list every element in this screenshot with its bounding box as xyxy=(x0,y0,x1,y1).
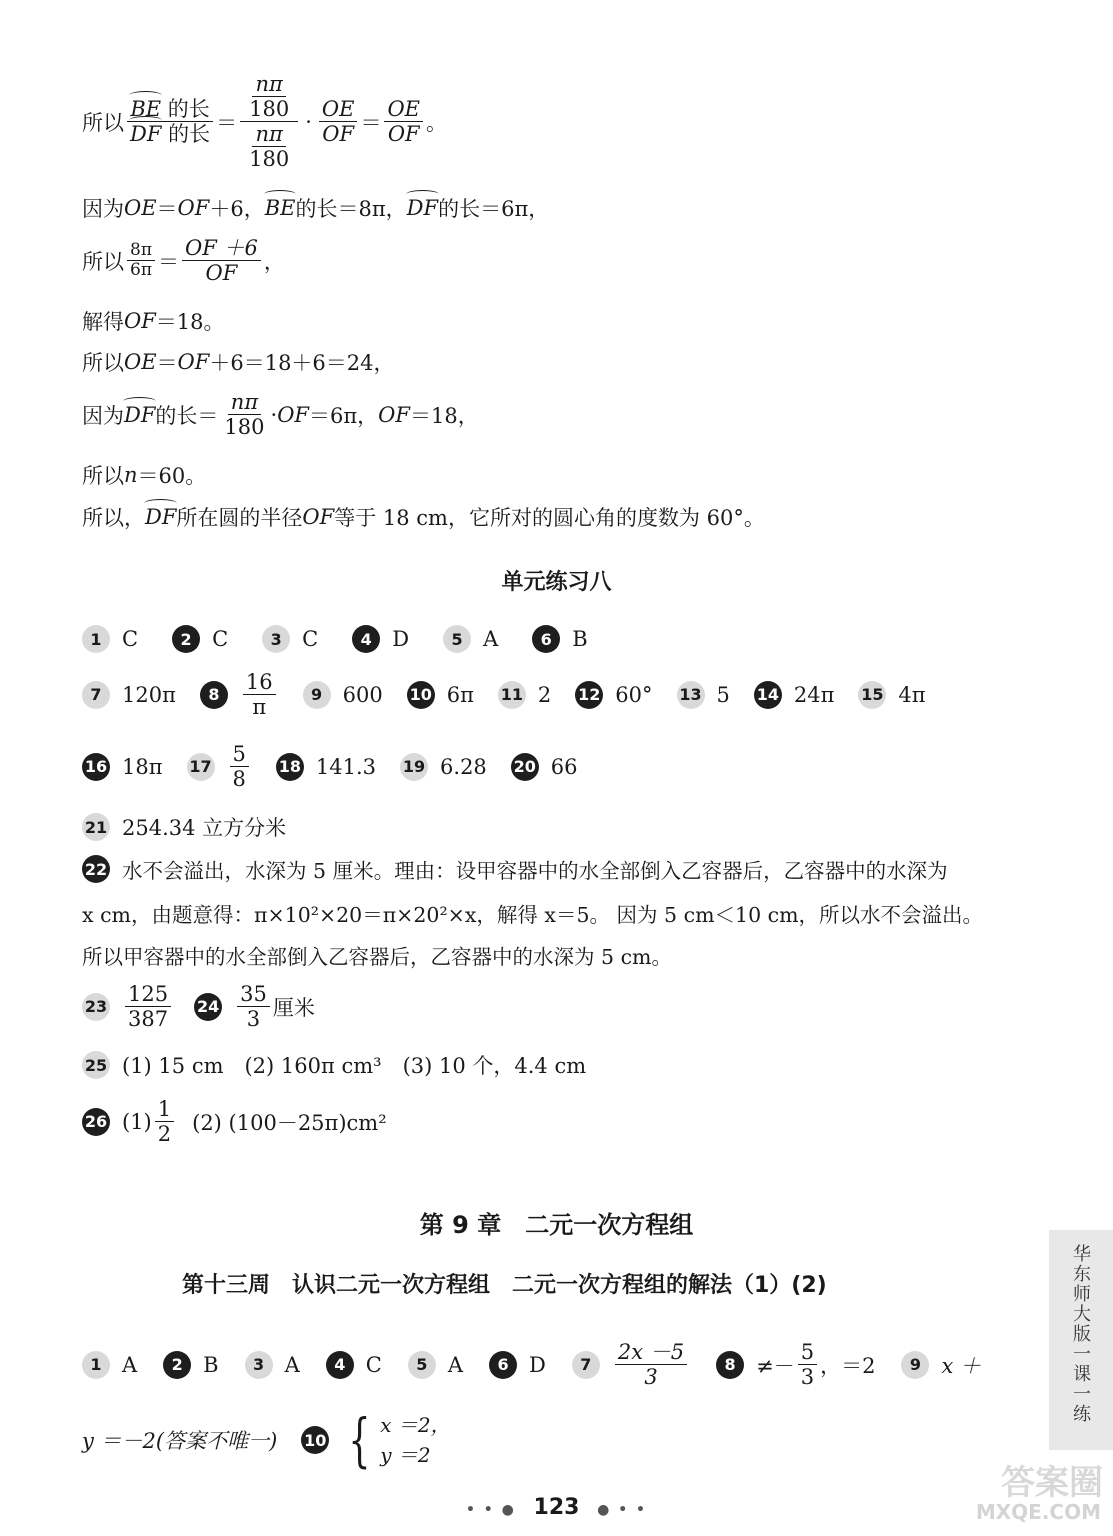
denominator: 180 xyxy=(249,147,290,172)
numerator: 2x －5 xyxy=(615,1340,687,1365)
answer: 141.3 xyxy=(315,754,377,779)
dots-icon: ● • • xyxy=(597,1502,648,1518)
answer-q22-line2: x cm，由题意得：π×10²×20＝π×20²×x，解得 x＝5。 因为 5 cm＜10 cm，所以水不会溢出。 xyxy=(82,903,984,927)
question-number: 17 xyxy=(187,753,215,781)
question-number: 8 xyxy=(200,681,228,709)
denominator: OF xyxy=(387,122,420,147)
answer: C xyxy=(212,627,229,651)
text: 所以 xyxy=(82,110,124,135)
arc-be: BE xyxy=(130,97,162,122)
question-number: 1 xyxy=(82,625,110,653)
text: ＝18。 xyxy=(155,310,225,334)
var: OE xyxy=(124,350,157,374)
question-number: 18 xyxy=(276,753,304,781)
question-number: 14 xyxy=(754,681,782,709)
answer-part: (2) (100－25π)cm² xyxy=(192,1110,387,1135)
denominator: π xyxy=(252,695,267,720)
equals: ＝ xyxy=(216,110,238,135)
fraction-arc-ratio xyxy=(127,97,213,146)
denominator: 3 xyxy=(246,1007,261,1032)
text: · xyxy=(270,402,278,427)
answer-row-2 xyxy=(82,670,926,719)
question-number: 2 xyxy=(172,625,200,653)
question-number: 26 xyxy=(82,1108,110,1136)
text: 解得 xyxy=(82,310,124,334)
text: ＋6， xyxy=(209,197,265,221)
text: 所以， xyxy=(82,506,145,530)
numerator: nπ xyxy=(252,72,285,97)
equals: ＝ xyxy=(360,110,382,135)
denominator: 6π xyxy=(130,260,152,281)
text: 的长 xyxy=(161,122,211,147)
answer-fraction xyxy=(237,982,270,1031)
question-number: 19 xyxy=(400,753,428,781)
answer: 600 xyxy=(342,682,383,707)
question-number: 4 xyxy=(352,625,380,653)
text: 因为 xyxy=(82,197,124,221)
answer: C xyxy=(365,1352,382,1377)
answer: A xyxy=(447,1352,464,1377)
answer: (1) 15 cm (2) 160π cm³ (3) 10 个，4.4 cm xyxy=(122,1054,587,1078)
question-number: 6 xyxy=(532,625,560,653)
answer: 60° xyxy=(615,682,653,707)
arc-df: DF xyxy=(406,196,439,220)
question-number: 22 xyxy=(82,855,110,883)
question-number: 8 xyxy=(716,1351,744,1379)
numerator: 1 xyxy=(155,1097,174,1122)
fraction xyxy=(221,390,267,439)
denominator: OF xyxy=(322,122,355,147)
question-number: 16 xyxy=(82,753,110,781)
var: OF xyxy=(378,402,410,427)
question-number: 13 xyxy=(677,681,705,709)
proof-line-3 xyxy=(82,236,285,285)
question-number: 15 xyxy=(858,681,886,709)
answer: 6π xyxy=(446,682,474,707)
question-number: 7 xyxy=(572,1351,600,1379)
answer-part: ，＝2 xyxy=(820,1353,876,1378)
answer-q22-line3: 所以甲容器中的水全部倒入乙容器后，乙容器中的水深为 5 cm。 xyxy=(82,945,672,969)
equation: x ＝2， xyxy=(380,1413,451,1437)
numerator: 16 xyxy=(243,670,276,695)
question-number: 6 xyxy=(489,1351,517,1379)
fraction-oe-of xyxy=(384,97,423,146)
answer: B xyxy=(203,1352,219,1377)
text: 所以 xyxy=(82,249,124,274)
answer: A xyxy=(122,1352,138,1377)
question-number: 20 xyxy=(511,753,539,781)
answer-q22 xyxy=(82,854,948,884)
question-number: 21 xyxy=(82,813,110,841)
answer-row-1 xyxy=(82,625,622,653)
text: 。 xyxy=(425,110,447,135)
chapter-title: 第 9 章 二元一次方程组 xyxy=(419,1211,694,1239)
question-number: 12 xyxy=(575,681,603,709)
answer-fraction xyxy=(155,1097,174,1146)
answer-fraction xyxy=(798,1340,817,1389)
fraction-oe-of xyxy=(319,97,358,146)
text: 等于 18 cm，它所对的圆心角的度数为 60°。 xyxy=(334,506,765,530)
answer: x ＋ xyxy=(941,1353,982,1378)
var: OE xyxy=(124,196,157,220)
arc-df: DF xyxy=(124,402,156,427)
proof-line-4 xyxy=(82,306,225,336)
answer: 18π xyxy=(122,754,163,779)
watermark-site: MXQE.COM xyxy=(975,1500,1101,1524)
text: ＋6＝18＋6＝24， xyxy=(209,351,395,375)
proof-line-5 xyxy=(82,347,395,377)
sidebar-label: 华东师大版一课一练 xyxy=(1070,1244,1091,1424)
week-title: 第十三周 认识二元一次方程组 二元一次方程组的解法（1）(2) xyxy=(182,1273,827,1298)
var: OF xyxy=(124,309,156,333)
page-number: 123 xyxy=(533,1495,580,1520)
proof-line-8 xyxy=(82,502,765,532)
question-number: 23 xyxy=(82,993,110,1021)
numerator: 5 xyxy=(230,742,249,767)
var: OF xyxy=(302,505,335,529)
text: ， xyxy=(263,249,285,274)
text: ＝18， xyxy=(409,403,479,428)
answer: 66 xyxy=(550,754,578,779)
denominator: 180 xyxy=(224,415,265,440)
equals: ＝ xyxy=(158,249,179,274)
numerator: nπ xyxy=(252,122,285,147)
fraction xyxy=(182,236,261,285)
answer: D xyxy=(529,1352,546,1377)
text: 所以 xyxy=(82,464,124,488)
question-number: 9 xyxy=(901,1351,929,1379)
question-number: 5 xyxy=(408,1351,436,1379)
proof-line-1 xyxy=(82,72,447,172)
text: 的长＝8π， xyxy=(295,197,407,221)
chapter-answer-row xyxy=(82,1340,981,1389)
dots-icon: • • ● xyxy=(465,1502,516,1518)
question-number: 11 xyxy=(498,681,526,709)
answer-part: ≠－ xyxy=(756,1353,795,1378)
var: OF xyxy=(177,196,210,220)
answer: C xyxy=(302,627,319,651)
denominator: 387 xyxy=(128,1007,169,1032)
answer-row-23-24 xyxy=(82,982,349,1031)
sidebar-tab xyxy=(1049,1230,1113,1450)
answer: 24π xyxy=(793,682,835,707)
var: OF xyxy=(277,402,309,427)
answer: B xyxy=(572,627,588,651)
answer: 120π xyxy=(122,682,176,707)
text: 的长 xyxy=(161,97,210,122)
question-number: 4 xyxy=(326,1351,354,1379)
question-number: 9 xyxy=(303,681,331,709)
numerator: 125 xyxy=(125,982,171,1007)
answer-paragraph: 水不会溢出，水深为 5 厘米。理由：设甲容器中的水全部倒入乙容器后，乙容器中的水深为 xyxy=(122,859,948,883)
question-number: 3 xyxy=(262,625,290,653)
arc-df: DF xyxy=(145,505,177,529)
text: 所以 xyxy=(82,351,124,375)
answer: 4π xyxy=(898,682,926,707)
answer-fraction xyxy=(615,1340,687,1389)
question-number: 25 xyxy=(82,1051,110,1079)
text: ＝ xyxy=(156,197,178,221)
question-number: 3 xyxy=(245,1351,273,1379)
equation: y ＝2 xyxy=(380,1443,431,1467)
numerator: OF ＋6 xyxy=(182,236,261,261)
numerator: nπ xyxy=(228,390,261,415)
answer-q21 xyxy=(82,812,286,842)
answer-row-3 xyxy=(82,742,578,791)
question-number: 2 xyxy=(163,1351,191,1379)
equation-system xyxy=(341,1406,451,1474)
text: ＝ xyxy=(156,351,178,375)
compound-fraction xyxy=(240,72,298,172)
dot: · xyxy=(305,109,312,134)
denominator: 3 xyxy=(644,1365,658,1390)
answer: C xyxy=(122,627,139,651)
denominator: 8 xyxy=(232,767,246,792)
page-footer xyxy=(0,1495,1113,1520)
answer: 5 xyxy=(716,682,730,707)
answer-fraction xyxy=(243,670,276,719)
answer-part: (1) xyxy=(122,1109,152,1134)
watermark-logo: 答案圈 xyxy=(1001,1463,1103,1503)
text: 的长＝ xyxy=(155,403,219,428)
question-number: 24 xyxy=(194,993,222,1021)
numerator: OE xyxy=(319,97,358,122)
var: OF xyxy=(177,350,210,374)
proof-line-6 xyxy=(82,390,479,439)
answer: 254.34 立方分米 xyxy=(122,816,287,840)
question-number: 5 xyxy=(443,625,471,653)
answer: A xyxy=(284,1352,300,1377)
denominator: 2 xyxy=(157,1122,172,1147)
arc-be: BE xyxy=(264,196,296,220)
proof-line-7 xyxy=(82,460,206,490)
text: 因为 xyxy=(82,403,124,428)
answer: A xyxy=(483,627,499,651)
numerator: 35 xyxy=(237,982,270,1007)
answer-fraction xyxy=(125,982,171,1031)
numerator: 8π xyxy=(127,241,155,262)
numerator: OE xyxy=(384,97,423,122)
var: n xyxy=(124,463,138,487)
answer-fraction xyxy=(230,742,249,791)
question-number: 10 xyxy=(301,1426,329,1454)
text: ＝60。 xyxy=(137,464,207,488)
answer-q26 xyxy=(82,1097,387,1146)
proof-line-2 xyxy=(82,193,549,223)
text: 的长＝6π， xyxy=(438,197,550,221)
text: 所在圆的半径 xyxy=(176,506,303,530)
answer-continued: y ＝－2(答案不唯一) xyxy=(82,1429,278,1453)
answer: 6.28 xyxy=(440,754,487,779)
denominator: 180 xyxy=(249,97,290,122)
text: ＝6π， xyxy=(309,403,379,428)
answer: D xyxy=(392,627,410,651)
unit: 厘米 xyxy=(272,995,315,1020)
question-number: 7 xyxy=(82,681,110,709)
brace-icon: { xyxy=(348,1406,371,1474)
denominator: OF xyxy=(205,261,238,286)
section-title: 单元练习八 xyxy=(501,570,612,595)
denominator: 3 xyxy=(800,1365,815,1390)
question-number: 1 xyxy=(82,1351,110,1379)
answer-q25 xyxy=(82,1050,586,1080)
chapter-answer-row-2 xyxy=(82,1406,451,1474)
arc-df: DF xyxy=(130,122,162,147)
fraction xyxy=(127,241,155,281)
numerator: 5 xyxy=(798,1340,817,1365)
answer: 2 xyxy=(537,682,552,707)
question-number: 10 xyxy=(407,681,435,709)
